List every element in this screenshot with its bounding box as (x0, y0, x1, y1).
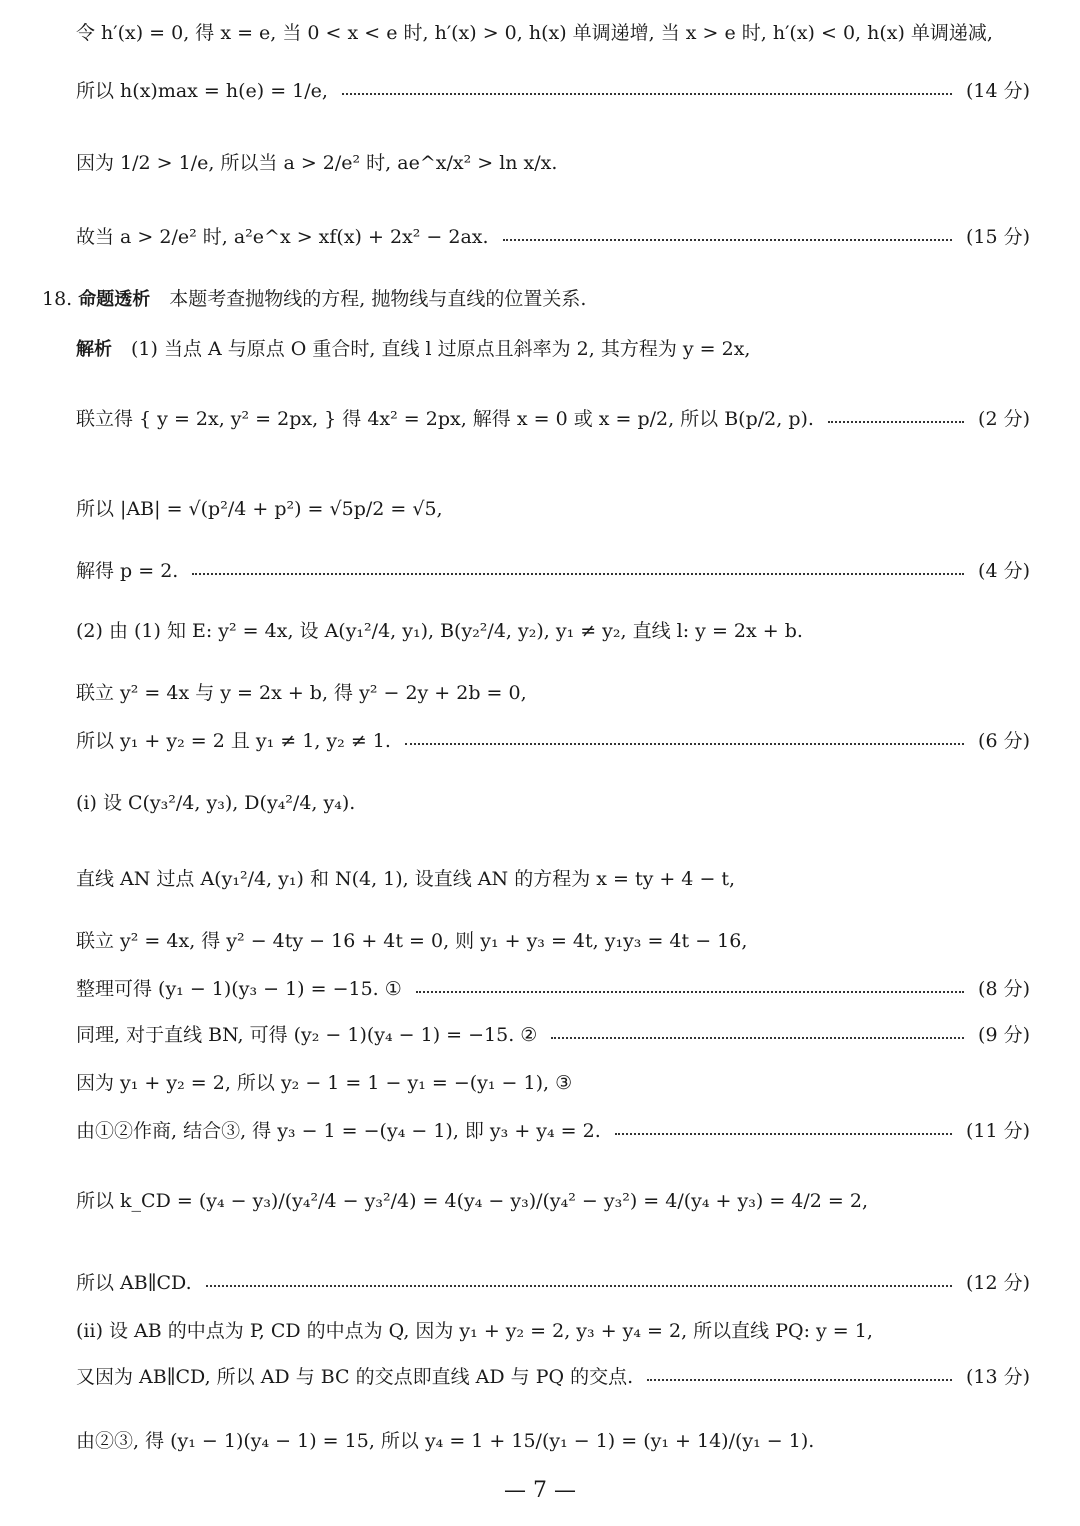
line-content (76, 620, 803, 643)
solution-line (76, 868, 1030, 891)
line-content (76, 498, 443, 521)
line-content (76, 1430, 814, 1453)
section-heading: 解析 (76, 339, 112, 360)
line-content (76, 930, 747, 953)
solution-line (76, 408, 1030, 431)
line-content (42, 288, 586, 311)
solution-line (76, 792, 1030, 815)
solution-line (76, 80, 1030, 103)
page-number: — 7 — (504, 1478, 576, 1503)
solution-line (76, 620, 1030, 643)
dotted-leader (647, 1379, 952, 1381)
line-text: 由②③, 得 (y₁ − 1)(y₄ − 1) = 15, 所以 y₄ = 1 + 15/(y₁ − 1) = (y₁ + 14)/(y₁ − 1). (76, 1430, 815, 1452)
score-mark: (8 分) (978, 978, 1030, 1000)
line-text: 故当 a > 2/e² 时, a²e^x > xf(x) + 2x² − 2ax. (76, 226, 489, 248)
solution-line (76, 226, 1030, 249)
solution-line (76, 1430, 1030, 1453)
solution-line (76, 930, 1030, 953)
line-content (76, 978, 402, 1001)
line-text: (ⅱ) 设 AB 的中点为 P, CD 的中点为 Q, 因为 y₁ + y₂ = 2, y₃ + y₄ = 2, 所以直线 PQ: y = 1, (76, 1320, 873, 1342)
line-text: 直线 AN 过点 A(y₁²/4, y₁) 和 N(4, 1), 设直线 AN 的方程为 x = ty + 4 − t, (76, 868, 736, 890)
line-text: 所以 k_CD = (y₄ − y₃)/(y₄²/4 − y₃²/4) = 4(y₄ − y₃)/(y₄² − y₃²) = 4/(y₄ + y₃) = 4/2 = 2, (76, 1190, 868, 1212)
solution-line (76, 1366, 1030, 1389)
line-text: 联立 y² = 4x, 得 y² − 4ty − 16 + 4t = 0, 则 y₁ + y₃ = 4t, y₁y₃ = 4t − 16, (76, 930, 748, 952)
score-mark: (12 分) (965, 1272, 1030, 1294)
line-text: 令 h′(x) = 0, 得 x = e, 当 0 < x < e 时, h′(x) > 0, h(x) 单调递增, 当 x > e 时, h′(x) < 0, h(x) 单调递减, (76, 22, 993, 44)
line-content (76, 408, 814, 431)
dotted-leader (828, 421, 964, 423)
solution-line (76, 1120, 1030, 1143)
score-mark: (14 分) (965, 80, 1030, 102)
solution-line (76, 1272, 1030, 1295)
line-content (76, 682, 527, 705)
line-content (76, 1120, 601, 1143)
solution-line (76, 560, 1030, 583)
line-content (76, 226, 489, 249)
score-mark: (6 分) (978, 730, 1030, 752)
line-text: 又因为 AB∥CD, 所以 AD 与 BC 的交点即直线 AD 与 PQ 的交点. (76, 1366, 634, 1388)
line-text: 因为 1/2 > 1/e, 所以当 a > 2/e² 时, ae^x/x² > ln x/x. (76, 152, 558, 174)
line-content (76, 1366, 633, 1389)
line-content (76, 1320, 873, 1343)
solution-line (42, 288, 1030, 311)
line-text: 联立 y² = 4x 与 y = 2x + b, 得 y² − 2y + 2b = 0, (76, 682, 527, 704)
line-content (76, 730, 391, 753)
dotted-leader (206, 1285, 952, 1287)
question-number: 18. (42, 288, 73, 310)
solution-line (76, 1190, 1030, 1213)
line-content (76, 1072, 572, 1095)
dotted-leader (342, 93, 952, 95)
solution-line (76, 730, 1030, 753)
line-text: 所以 h(x)max = h(e) = 1/e, (76, 80, 328, 102)
line-text: 由①②作商, 结合③, 得 y₃ − 1 = −(y₄ − 1), 即 y₃ + y₄ = 2. (76, 1120, 601, 1142)
line-content (76, 1272, 192, 1295)
line-content (76, 560, 178, 583)
line-text: 解得 p = 2. (76, 560, 179, 582)
solution-line (76, 498, 1030, 521)
line-content (76, 338, 750, 361)
line-text: (1) 当点 A 与原点 O 重合时, 直线 l 过原点且斜率为 2, 其方程为 y = 2x, (131, 338, 751, 360)
line-text: 所以 y₁ + y₂ = 2 且 y₁ ≠ 1, y₂ ≠ 1. (76, 730, 391, 752)
line-text: (ⅰ) 设 C(y₃²/4, y₃), D(y₄²/4, y₄). (76, 792, 356, 814)
solution-line (76, 22, 1030, 45)
dotted-leader (416, 991, 964, 993)
score-mark: (13 分) (965, 1366, 1030, 1388)
solution-line (76, 1024, 1030, 1047)
line-content (76, 80, 328, 103)
section-heading: 命题透析 (78, 289, 151, 310)
line-content (76, 22, 993, 45)
line-text: 本题考查抛物线的方程, 抛物线与直线的位置关系. (169, 288, 587, 310)
line-text: 所以 |AB| = √(p²/4 + p²) = √5p/2 = √5, (76, 498, 443, 520)
line-text: 因为 y₁ + y₂ = 2, 所以 y₂ − 1 = 1 − y₁ = −(y₁ − 1), ③ (76, 1072, 573, 1094)
dotted-leader (192, 573, 964, 575)
line-text: 所以 AB∥CD. (76, 1272, 192, 1294)
line-text: (2) 由 (1) 知 E: y² = 4x, 设 A(y₁²/4, y₁), B(y₂²/4, y₂), y₁ ≠ y₂, 直线 l: y = 2x + b. (76, 620, 803, 642)
line-content (76, 792, 355, 815)
line-content (76, 868, 735, 891)
solution-line (76, 152, 1030, 175)
line-content (76, 1190, 868, 1213)
solution-line (76, 978, 1030, 1001)
line-text: 整理可得 (y₁ − 1)(y₃ − 1) = −15. ① (76, 978, 402, 1000)
dotted-leader (551, 1037, 964, 1039)
line-text: 同理, 对于直线 BN, 可得 (y₂ − 1)(y₄ − 1) = −15. ② (76, 1024, 538, 1046)
score-mark: (11 分) (965, 1120, 1030, 1142)
score-mark: (4 分) (978, 560, 1030, 582)
solution-line (76, 338, 1030, 361)
line-content (76, 152, 557, 175)
solution-line (76, 1072, 1030, 1095)
dotted-leader (503, 239, 952, 241)
score-mark: (9 分) (978, 1024, 1030, 1046)
line-content (76, 1024, 537, 1047)
score-mark: (2 分) (978, 408, 1030, 430)
line-text: 联立得 { y = 2x, y² = 2px, } 得 4x² = 2px, 解得 x = 0 或 x = p/2, 所以 B(p/2, p). (76, 408, 814, 430)
score-mark: (15 分) (965, 226, 1030, 248)
dotted-leader (405, 743, 964, 745)
dotted-leader (615, 1133, 952, 1135)
solution-line (76, 682, 1030, 705)
solution-line (76, 1320, 1030, 1343)
